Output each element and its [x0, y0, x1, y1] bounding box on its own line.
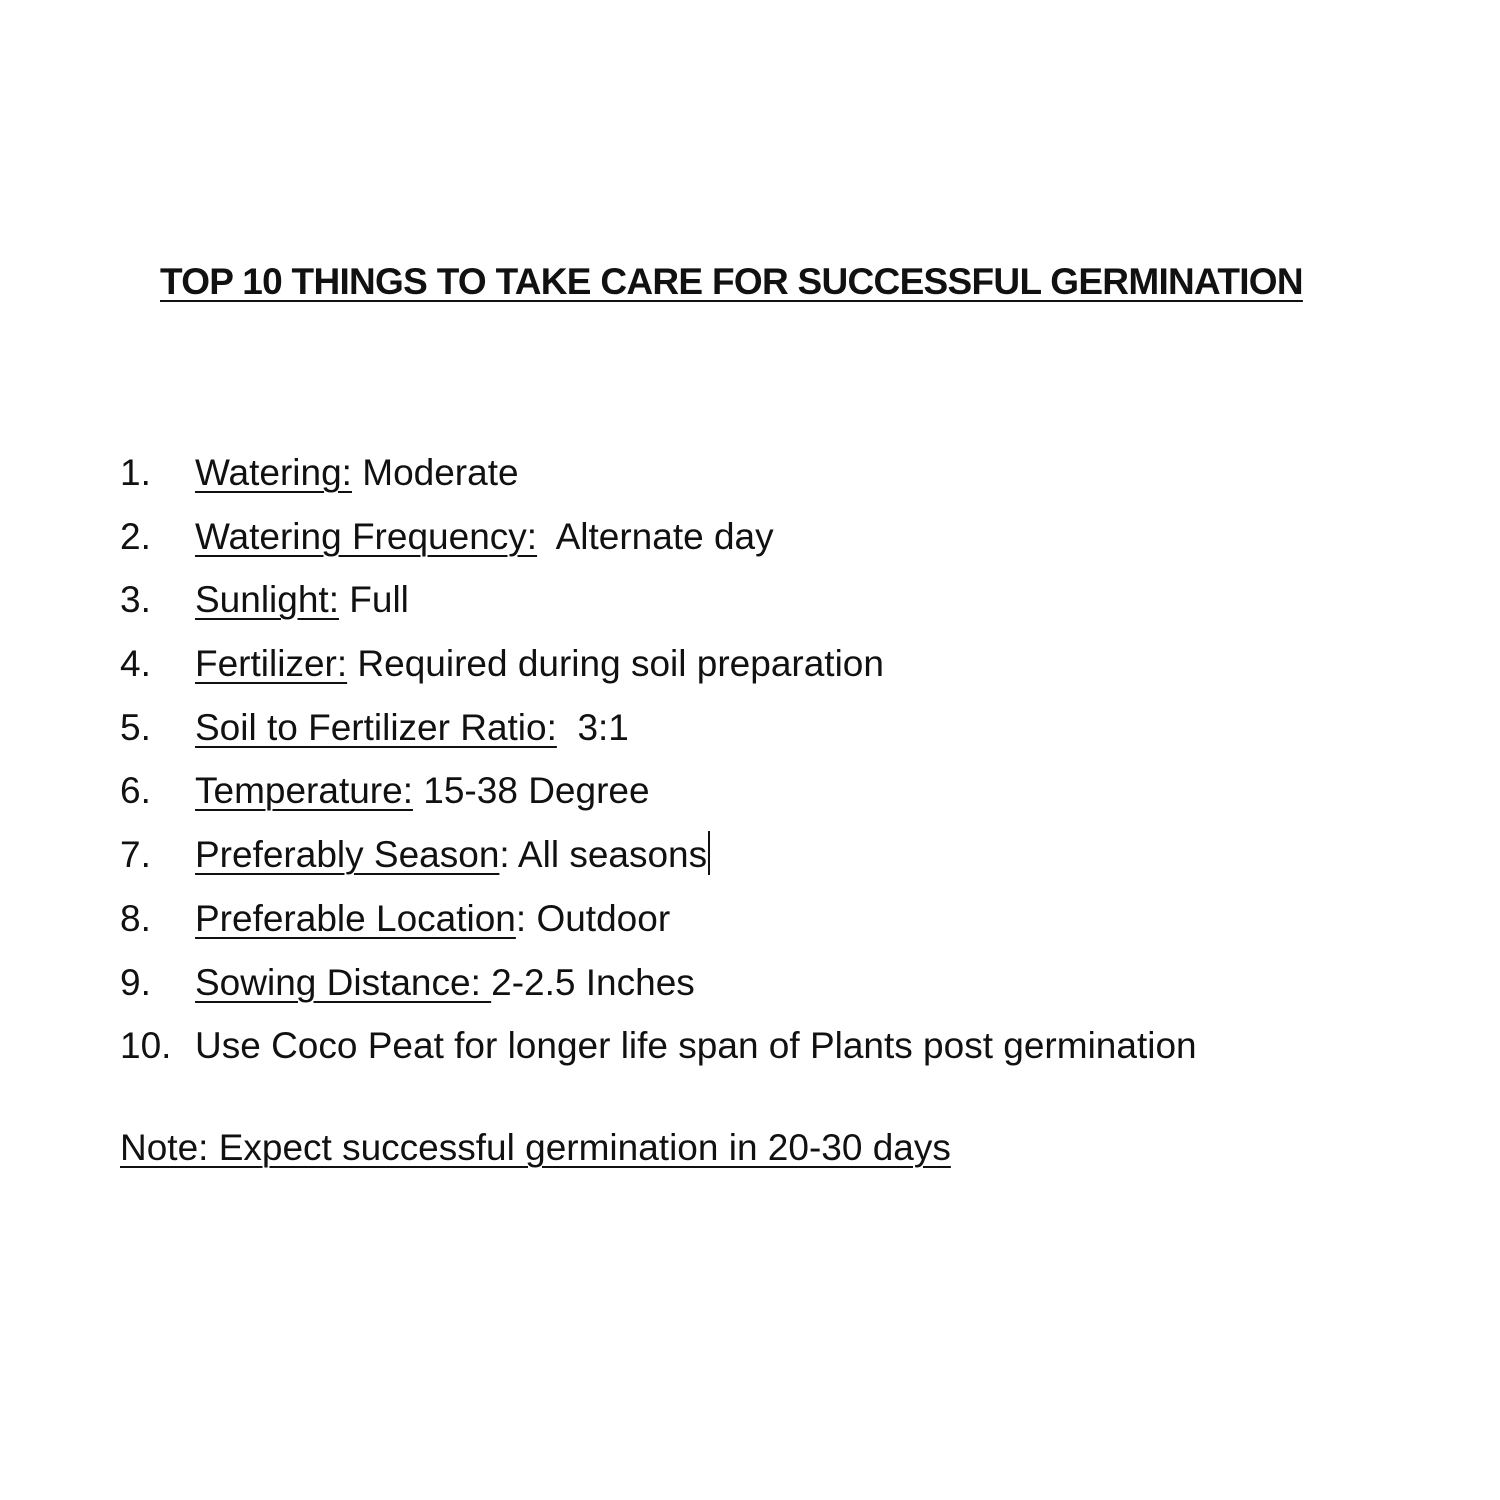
list-item	[120, 1020, 1380, 1084]
list-item	[120, 574, 1380, 638]
list-label: Soil to Fertilizer Ratio:	[195, 706, 557, 748]
list-text	[195, 638, 884, 702]
list-value: : Outdoor	[515, 897, 671, 939]
list-text	[195, 702, 629, 766]
list-number: 4.	[120, 643, 151, 685]
list-item	[120, 447, 1380, 511]
list-value: Alternate day	[537, 515, 774, 557]
list-label: Temperature:	[195, 770, 413, 812]
list-number: 1.	[120, 452, 151, 493]
document-title: TOP 10 THINGS TO TAKE CARE FOR SUCCESSFUL GERMINATION	[160, 261, 1303, 302]
list-text	[195, 765, 650, 829]
list-value: 15-38 Degree	[413, 770, 650, 812]
list-item	[120, 702, 1380, 766]
list-text	[195, 447, 519, 511]
list-item	[120, 765, 1380, 829]
list-number: 8.	[120, 897, 151, 939]
list-item	[120, 638, 1380, 702]
list-label: Watering:	[195, 452, 352, 493]
list-label: Sowing Distance:	[195, 961, 492, 1003]
list-text	[195, 957, 695, 1021]
list-text	[195, 511, 774, 575]
list-item	[120, 957, 1380, 1021]
note: Note: Expect successful germination in 20-30 days	[120, 1127, 951, 1168]
list-label: Fertilizer:	[195, 643, 348, 685]
list-number: 10.	[120, 1025, 172, 1067]
list-label: Sunlight:	[195, 579, 339, 621]
list-text	[195, 574, 409, 638]
list-text	[195, 1020, 1197, 1084]
list-value: Moderate	[351, 452, 519, 493]
care-list	[120, 447, 1380, 1084]
list-number: 9.	[120, 961, 151, 1003]
list-label: Preferable Location	[195, 897, 516, 939]
list-label: Preferably Season	[195, 834, 500, 876]
list-text	[195, 829, 710, 893]
list-text	[195, 893, 670, 957]
list-label: Watering Frequency:	[195, 515, 538, 557]
list-item	[120, 829, 1380, 893]
list-number: 2.	[120, 515, 151, 557]
list-number: 3.	[120, 579, 151, 621]
list-value: Required during soil preparation	[347, 643, 884, 685]
list-value: 2-2.5 Inches	[491, 961, 695, 1003]
list-value: : All seasons	[499, 834, 708, 876]
list-number: 7.	[120, 834, 151, 876]
list-number: 5.	[120, 706, 151, 748]
list-value: Full	[339, 579, 409, 621]
text-cursor	[708, 831, 710, 875]
list-number: 6.	[120, 770, 151, 812]
list-item	[120, 893, 1380, 957]
list-value: 3:1	[556, 706, 629, 748]
list-item	[120, 511, 1380, 575]
list-value: Use Coco Peat for longer life span of Plants post germination	[195, 1025, 1197, 1067]
